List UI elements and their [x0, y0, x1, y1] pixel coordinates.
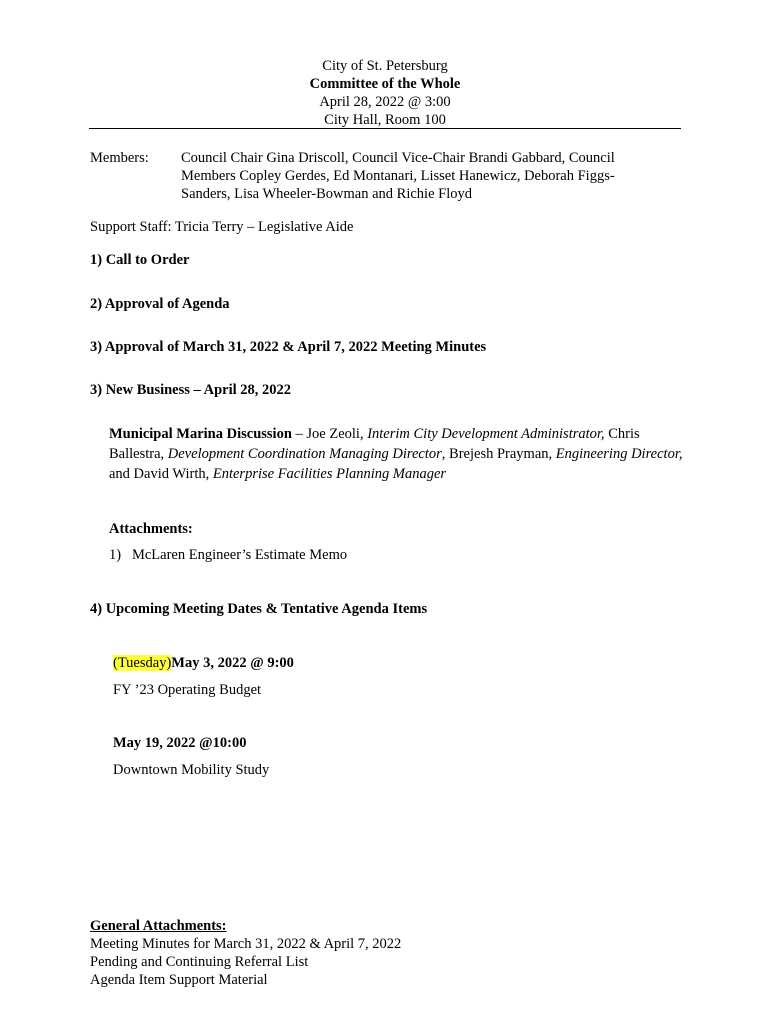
separator: , Brejesh Prayman, — [441, 446, 556, 462]
members-label: Members: — [90, 150, 149, 166]
presenter-title: Interim City Development Administrator, — [367, 426, 605, 442]
support-staff: Support Staff: Tricia Terry – Legislative Aide — [90, 219, 354, 235]
presenter-title: Enterprise Facilities Planning Manager — [212, 466, 447, 482]
presenter-title: Development Coordination Managing Director — [167, 446, 442, 462]
new-business-paragraph — [109, 424, 689, 484]
agenda-item-approval-minutes: 3) Approval of March 31, 2022 & April 7, 2022 Meeting Minutes — [90, 339, 487, 355]
separator: Chris Ballestra, — [109, 426, 640, 462]
agenda-item-new-business: 3) New Business – April 28, 2022 — [90, 382, 292, 398]
agenda-item-approval-agenda: 2) Approval of Agenda — [90, 296, 230, 312]
meeting-date: April 28, 2022 @ 3:00 — [319, 94, 451, 110]
city-name: City of St. Petersburg — [322, 58, 448, 74]
attachments-label: Attachments: — [109, 521, 193, 537]
general-attachment-item: Agenda Item Support Material — [90, 972, 268, 988]
members-list: Council Chair Gina Driscoll, Council Vice-Chair Brandi Gabbard, Council Members Copley Gerdes, Ed Montanari, Lisset Hanewicz, Deborah Figgs-Sanders, Lisa Wheeler-Bowman and Richie Floyd — [181, 150, 615, 202]
general-attachment-item: Pending and Continuing Referral List — [90, 954, 309, 970]
separator: and David Wirth, — [109, 466, 213, 482]
upcoming-date-2: May 19, 2022 @10:00 — [113, 735, 247, 751]
committee-title: Committee of the Whole — [309, 76, 461, 92]
attachment-item: 1) McLaren Engineer’s Estimate Memo — [109, 547, 348, 563]
upcoming-date-text: May 3, 2022 @ 9:00 — [171, 655, 294, 671]
upcoming-topic-2: Downtown Mobility Study — [113, 762, 270, 778]
agenda-item-upcoming: 4) Upcoming Meeting Dates & Tentative Agenda Items — [90, 601, 428, 617]
general-attachments-label: General Attachments: — [90, 918, 227, 934]
presenter-title: Engineering Director, — [555, 446, 683, 462]
separator: – Joe Zeoli, — [291, 426, 368, 442]
header-divider — [89, 128, 681, 129]
new-business-topic: Municipal Marina Discussion — [109, 426, 292, 442]
upcoming-topic-1: FY ’23 Operating Budget — [113, 682, 262, 698]
general-attachment-item: Meeting Minutes for March 31, 2022 & April 7, 2022 — [90, 936, 402, 952]
upcoming-date-1 — [113, 654, 294, 672]
agenda-item-call-to-order: 1) Call to Order — [90, 252, 190, 268]
highlight-tuesday: (Tuesday) — [113, 655, 172, 671]
meeting-location: City Hall, Room 100 — [324, 112, 446, 128]
